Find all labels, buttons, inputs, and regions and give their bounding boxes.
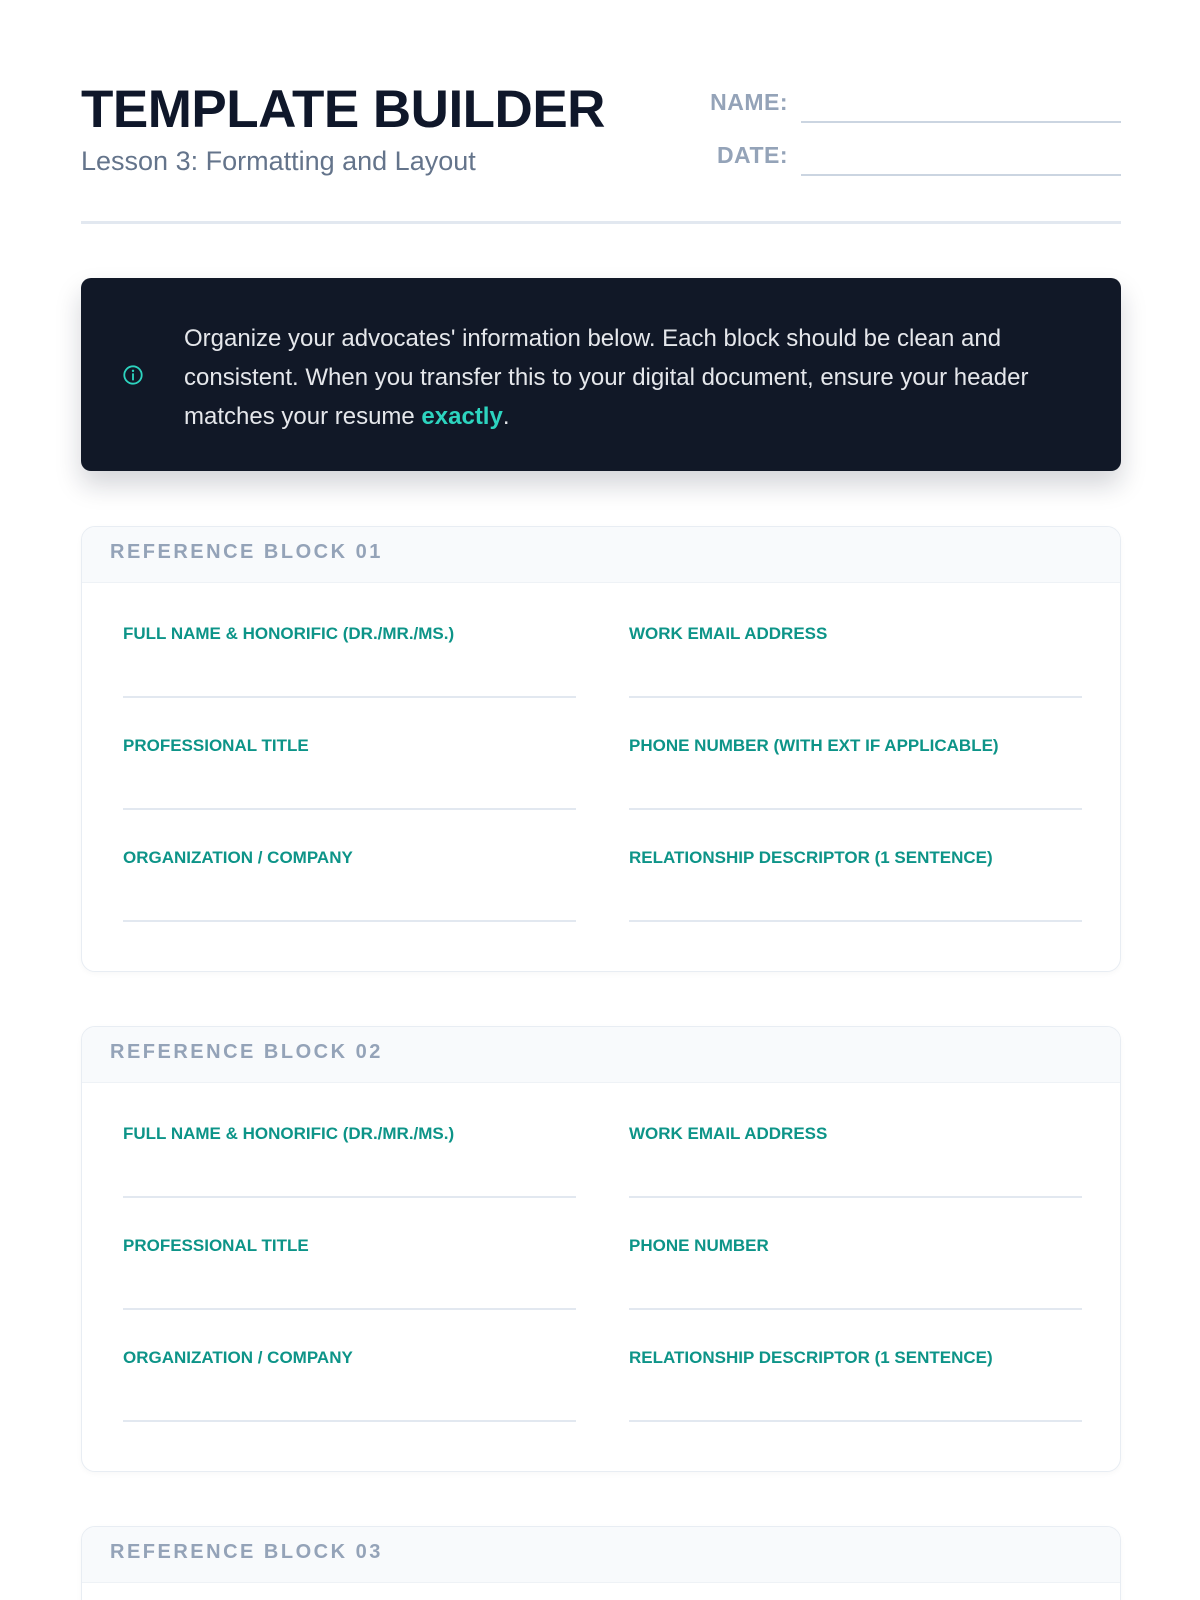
professional-title-field[interactable]: [123, 736, 576, 810]
field-label: PHONE NUMBER: [629, 1236, 769, 1255]
professional-title-field[interactable]: [123, 1236, 576, 1310]
field-label: ORGANIZATION / COMPANY: [123, 1348, 353, 1367]
name-line[interactable]: [801, 121, 1121, 123]
instructions-emphasis: exactly: [421, 403, 503, 430]
block-header: [82, 1027, 1120, 1083]
page-title: TEMPLATE BUILDER: [81, 80, 605, 139]
instructions-panel: [81, 278, 1121, 471]
relationship-descriptor-field[interactable]: [629, 1348, 1082, 1422]
name-field[interactable]: [681, 83, 1121, 123]
block-title: REFERENCE BLOCK 02: [110, 1041, 383, 1063]
instructions-text: [184, 319, 1084, 436]
lesson-subtitle: Lesson 3: Formatting and Layout: [81, 146, 476, 176]
work-email-field[interactable]: [629, 1124, 1082, 1198]
field-label: WORK EMAIL ADDRESS: [629, 624, 828, 643]
field-label: RELATIONSHIP DESCRIPTOR (1 SENTENCE): [629, 848, 993, 867]
block-title: REFERENCE BLOCK 03: [110, 1541, 383, 1563]
full-name-field[interactable]: [123, 1124, 576, 1198]
organization-field[interactable]: [123, 1348, 576, 1422]
date-label: DATE:: [716, 142, 788, 168]
organization-field[interactable]: [123, 848, 576, 922]
field-label: RELATIONSHIP DESCRIPTOR (1 SENTENCE): [629, 1348, 993, 1367]
block-header: [82, 1527, 1120, 1583]
reference-block-03: [81, 1526, 1121, 1600]
field-label: PROFESSIONAL TITLE: [123, 1236, 309, 1255]
instructions-main: Organize your advocates' information below. Each block should be clean and consistent. When you transfer this to your digital document, ensure your header matches your resume: [184, 325, 1029, 430]
work-email-field[interactable]: [629, 624, 1082, 698]
worksheet-header: [81, 0, 1121, 224]
relationship-descriptor-field[interactable]: [629, 848, 1082, 922]
field-label: PHONE NUMBER (WITH EXT IF APPLICABLE): [629, 736, 999, 755]
full-name-field[interactable]: [123, 624, 576, 698]
phone-number-field[interactable]: [629, 1236, 1082, 1310]
block-header: [82, 527, 1120, 583]
instructions-end: .: [502, 403, 510, 430]
date-field[interactable]: [681, 136, 1121, 176]
field-label: WORK EMAIL ADDRESS: [629, 1124, 828, 1143]
info-circle-icon: [122, 364, 144, 386]
field-label: FULL NAME & HONORIFIC (DR./MR./MS.): [123, 624, 455, 643]
date-line[interactable]: [801, 174, 1121, 176]
reference-block-02: [81, 1026, 1121, 1472]
field-label: PROFESSIONAL TITLE: [123, 736, 309, 755]
field-label: ORGANIZATION / COMPANY: [123, 848, 353, 867]
field-label: FULL NAME & HONORIFIC (DR./MR./MS.): [123, 1124, 455, 1143]
block-title: REFERENCE BLOCK 01: [110, 541, 383, 563]
name-label: NAME:: [710, 89, 788, 115]
phone-number-field[interactable]: [629, 736, 1082, 810]
reference-block-01: [81, 526, 1121, 972]
